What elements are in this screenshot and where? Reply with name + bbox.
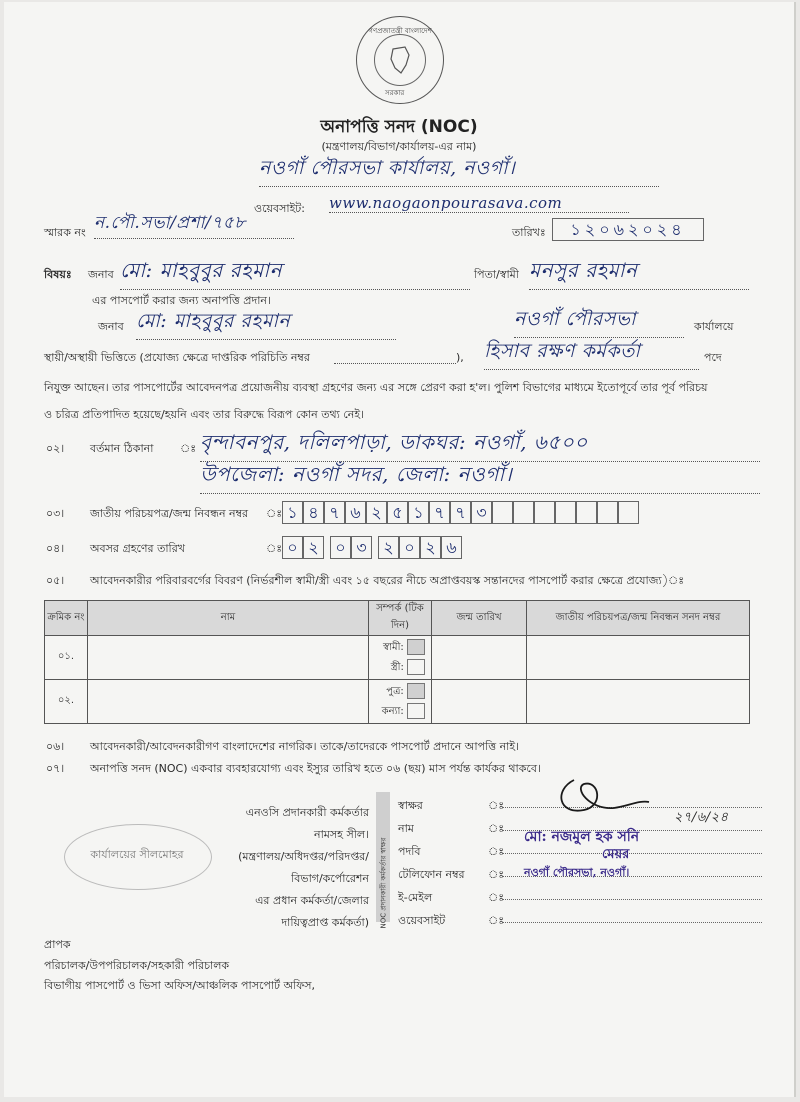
family-label: আবেদনকারীর পরিবারবর্গের বিবরণ (নির্ভরশীল স্বামী/স্ত্রী এবং ১৫ বছরের নীচে অপ্রাপ্তবয়স্ক সন্তানদের পাসপোর্ট করার ক্ষেত্রে প্রযোজ্য)ঃ bbox=[90, 574, 685, 587]
item-02-number: ০২। bbox=[46, 442, 65, 455]
son-checkbox[interactable] bbox=[407, 683, 425, 699]
nid-digit: ৩ bbox=[471, 501, 492, 524]
designation-line bbox=[502, 853, 762, 854]
table-row bbox=[45, 680, 750, 724]
row-relation-cell bbox=[369, 636, 432, 680]
nid-label: জাতীয় পরিচয়পত্র/জন্ম নিবন্ধন নম্বর bbox=[90, 507, 249, 520]
row-name-cell bbox=[88, 636, 369, 680]
issue-date-value: ১২০৬২০২৪ bbox=[552, 218, 704, 241]
colon: ঃ bbox=[488, 914, 505, 927]
signatory-line: নামসহ সীল। bbox=[314, 828, 369, 841]
row-relation-cell bbox=[369, 680, 432, 724]
colon: ঃ bbox=[488, 868, 505, 881]
nid-digit: ১ bbox=[408, 501, 429, 524]
subject-label: বিষয়ঃ bbox=[44, 268, 72, 281]
field-phone-label: টেলিফোন নম্বর bbox=[398, 868, 465, 881]
signature-field-colons bbox=[488, 794, 504, 932]
body-line2-mid: ), bbox=[456, 351, 464, 364]
father-label: পিতা/স্বামী bbox=[474, 268, 519, 281]
wife-checkbox[interactable] bbox=[407, 659, 425, 675]
government-seal bbox=[356, 16, 444, 104]
office-seal-label: কার্যালয়ের সীলমোহর bbox=[90, 848, 184, 861]
memo-value: ন.পৌ.সভা/প্রশা/৭৫৮ bbox=[94, 210, 294, 239]
nid-digit: ৭ bbox=[429, 501, 450, 524]
retirement-colon: ঃ bbox=[266, 542, 283, 555]
recipient-line-1: পরিচালক/উপপরিচালক/সহকারী পরিচালক bbox=[44, 959, 230, 972]
relation-husband-label: স্বামী: bbox=[383, 641, 404, 653]
address-label: বর্তমান ঠিকানা bbox=[90, 442, 154, 455]
map-emblem-icon bbox=[375, 35, 425, 85]
nid-digit bbox=[534, 501, 555, 524]
seal-bottom-text: সরকার bbox=[385, 89, 405, 97]
signatory-line: এর প্রধান কর্মকর্তা/জেলার bbox=[255, 894, 369, 907]
family-table bbox=[44, 600, 750, 724]
retire-digit: ২ bbox=[303, 536, 324, 559]
signature-field-labels bbox=[398, 794, 465, 932]
signature-scribble-icon bbox=[544, 770, 654, 820]
field-name-label: নাম bbox=[398, 822, 414, 835]
stamp-name: মো: নজমুল হক সনি bbox=[524, 829, 640, 845]
body-janab: জনাব bbox=[98, 320, 124, 333]
official-id-blank bbox=[334, 363, 456, 364]
row-birthdate-cell bbox=[432, 636, 527, 680]
retire-digit: ৬ bbox=[441, 536, 462, 559]
row-birthdate-cell bbox=[432, 680, 527, 724]
item-05-number: ০৫। bbox=[46, 574, 65, 587]
retirement-date-boxes bbox=[282, 536, 462, 559]
colon: ঃ bbox=[488, 845, 505, 858]
signatory-line: বিভাগ/কর্পোরেশন bbox=[291, 872, 369, 885]
col-relation: সম্পর্ক (টিক দিন) bbox=[369, 601, 432, 636]
body-office-suffix: কার্যালয়ে bbox=[694, 320, 734, 333]
nid-digit bbox=[555, 501, 576, 524]
family-table-header bbox=[45, 601, 750, 636]
email-line bbox=[502, 899, 762, 900]
table-row bbox=[45, 636, 750, 680]
nid-digit: ২ bbox=[366, 501, 387, 524]
note-07-number: ০৭। bbox=[46, 762, 65, 775]
row-name-cell bbox=[88, 680, 369, 724]
retire-digit: ২ bbox=[420, 536, 441, 559]
signatory-line: এনওসি প্রদানকারী কর্মকর্তার bbox=[245, 806, 369, 819]
retire-digit: ৩ bbox=[351, 536, 372, 559]
nid-digit bbox=[576, 501, 597, 524]
date-label: তারিখঃ bbox=[512, 226, 546, 239]
nid-digit: ১ bbox=[282, 501, 303, 524]
daughter-checkbox[interactable] bbox=[407, 703, 425, 719]
row-nid-cell bbox=[527, 680, 750, 724]
row-serial: ০২. bbox=[45, 680, 88, 724]
nid-digit: ৭ bbox=[450, 501, 471, 524]
applicant-name: মো: মাহবুবুর রহমান bbox=[120, 256, 470, 290]
noc-document bbox=[4, 2, 796, 1097]
subject-janab: জনাব bbox=[88, 268, 114, 281]
nid-digit bbox=[618, 501, 639, 524]
nid-boxes bbox=[282, 501, 639, 524]
body-line2-suffix: পদে bbox=[704, 351, 722, 364]
address-line-2: উপজেলা: নওগাঁ সদর, জেলা: নওগাঁ। bbox=[200, 460, 760, 494]
nid-digit: ৪ bbox=[303, 501, 324, 524]
husband-checkbox[interactable] bbox=[407, 639, 425, 655]
colon: ঃ bbox=[488, 891, 505, 904]
note-06: আবেদনকারী/আবেদনকারীগণ বাংলাদেশের নাগরিক। তাকে/তাদেরকে পাসপোর্ট প্রদানে আপত্তি নাই। bbox=[90, 740, 520, 753]
body-office: নওগাঁ পৌরসভা bbox=[514, 305, 684, 338]
website-value: www.naogaonpourasava.com bbox=[329, 194, 629, 213]
retire-digit: ০ bbox=[399, 536, 420, 559]
vertical-note: NOC প্রদানকারী কর্মকর্তার স্বাক্ষর bbox=[379, 837, 388, 929]
col-serial: ক্রমিক নং bbox=[45, 601, 88, 636]
nid-digit bbox=[513, 501, 534, 524]
signatory-line: দায়িত্বপ্রাপ্ত কর্মকর্তা) bbox=[281, 916, 369, 929]
nid-digit: ৫ bbox=[387, 501, 408, 524]
memo-label: স্মারক নং bbox=[44, 226, 86, 239]
office-name: নওগাঁ পৌরসভা কার্যালয়, নওগাঁ। bbox=[259, 154, 659, 187]
nid-colon: ঃ bbox=[266, 507, 283, 520]
colon: ঃ bbox=[488, 822, 505, 835]
recipient-label: প্রাপক bbox=[44, 938, 71, 951]
designation: হিসাব রক্ষণ কর্মকর্তা bbox=[484, 337, 699, 370]
nid-digit: ৭ bbox=[324, 501, 345, 524]
website-label: ওয়েবসাইট: bbox=[254, 202, 305, 215]
note-06-number: ০৬। bbox=[46, 740, 65, 753]
stamp-office: নওগাঁ পৌরসভা, নওগাঁ। bbox=[524, 866, 630, 879]
col-birthdate: জন্ম তারিখ bbox=[432, 601, 527, 636]
address-line-1: বৃন্দাবনপুর, দলিলপাড়া, ডাকঘর: নওগাঁ, ৬৫০০ bbox=[200, 428, 760, 462]
stamp-title: মেয়র bbox=[602, 847, 630, 862]
item-04-number: ০৪। bbox=[46, 542, 65, 555]
signatory-line: (মন্ত্রণালয়/অধিদপ্তর/পরিদপ্তর/ bbox=[238, 850, 369, 863]
subject-tail: এর পাসপোর্ট করার জন্য অনাপত্তি প্রদান। bbox=[92, 294, 271, 307]
address-colon: ঃ bbox=[180, 442, 197, 455]
body-paragraph-2: নিযুক্ত আছেন। তার পাসপোর্টের আবেদনপত্র প্রয়োজনীয় ব্যবস্থা গ্রহণের জন্য এর সঙ্গে প্রেরণ করা হ'ল। পুলিশ বিভাগের মাধ্যমে ইতোপূর্বে তার পূর্ব পরিচয় bbox=[44, 381, 708, 394]
retire-digit: ০ bbox=[282, 536, 303, 559]
nid-digit bbox=[492, 501, 513, 524]
signatory-description bbox=[204, 802, 369, 934]
field-website-label: ওয়েবসাইট bbox=[398, 914, 446, 927]
relation-daughter-label: কন্যা: bbox=[381, 705, 404, 717]
nid-digit bbox=[597, 501, 618, 524]
website-line bbox=[502, 922, 762, 923]
body-paragraph-3: ও চরিত্র প্রতিপাদিত হয়েছে/হয়নি এবং তার বিরুদ্ধে বিরূপ কোন তথ্য নেই। bbox=[44, 408, 364, 421]
row-serial: ০১. bbox=[45, 636, 88, 680]
relation-son-label: পুত্র: bbox=[386, 685, 404, 697]
seal-emblem bbox=[374, 34, 426, 86]
relation-wife-label: স্ত্রী: bbox=[390, 661, 404, 673]
nid-digit: ৬ bbox=[345, 501, 366, 524]
issue-date-boxes bbox=[552, 218, 704, 241]
body-line2-prefix: স্থায়ী/অস্থায়ী ভিত্তিতে (প্রযোজ্য ক্ষেত্রে দাপ্তরিক পরিচিতি নম্বর bbox=[44, 351, 310, 364]
retire-digit: ২ bbox=[378, 536, 399, 559]
retire-digit: ০ bbox=[330, 536, 351, 559]
recipient-line-2: বিভাগীয় পাসপোর্ট ও ভিসা অফিস/আঞ্চলিক পাসপোর্ট অফিস, bbox=[44, 979, 315, 992]
ministry-label: (মন্ত্রণালয়/বিভাগ/কার্যালয়-এর নাম) bbox=[321, 140, 477, 153]
signature-date: ২৭/৬/২৪ bbox=[674, 810, 729, 825]
field-signature-label: স্বাক্ষর bbox=[398, 799, 423, 812]
field-designation-label: পদবি bbox=[398, 845, 421, 858]
document-title: অনাপত্তি সনদ (NOC) bbox=[320, 117, 478, 137]
body-name: মো: মাহবুবুর রহমান bbox=[136, 307, 396, 340]
item-03-number: ০৩। bbox=[46, 507, 65, 520]
retirement-label: অবসর গ্রহণের তারিখ bbox=[90, 542, 185, 555]
field-email-label: ই-মেইল bbox=[398, 891, 433, 904]
colon: ঃ bbox=[488, 799, 505, 812]
col-nid: জাতীয় পরিচয়পত্র/জন্ম নিবন্ধন সনদ নম্বর bbox=[527, 601, 750, 636]
col-name: নাম bbox=[88, 601, 369, 636]
note-07: অনাপত্তি সনদ (NOC) একবার ব্যবহারযোগ্য এবং ইস্যুর তারিখ হতে ০৬ (ছয়) মাস পর্যন্ত কার্যকর থাকবে। bbox=[90, 762, 541, 775]
father-name: মনসুর রহমান bbox=[529, 256, 749, 290]
seal-top-text: গণপ্রজাতন্ত্রী বাংলাদেশ bbox=[368, 27, 432, 35]
row-nid-cell bbox=[527, 636, 750, 680]
